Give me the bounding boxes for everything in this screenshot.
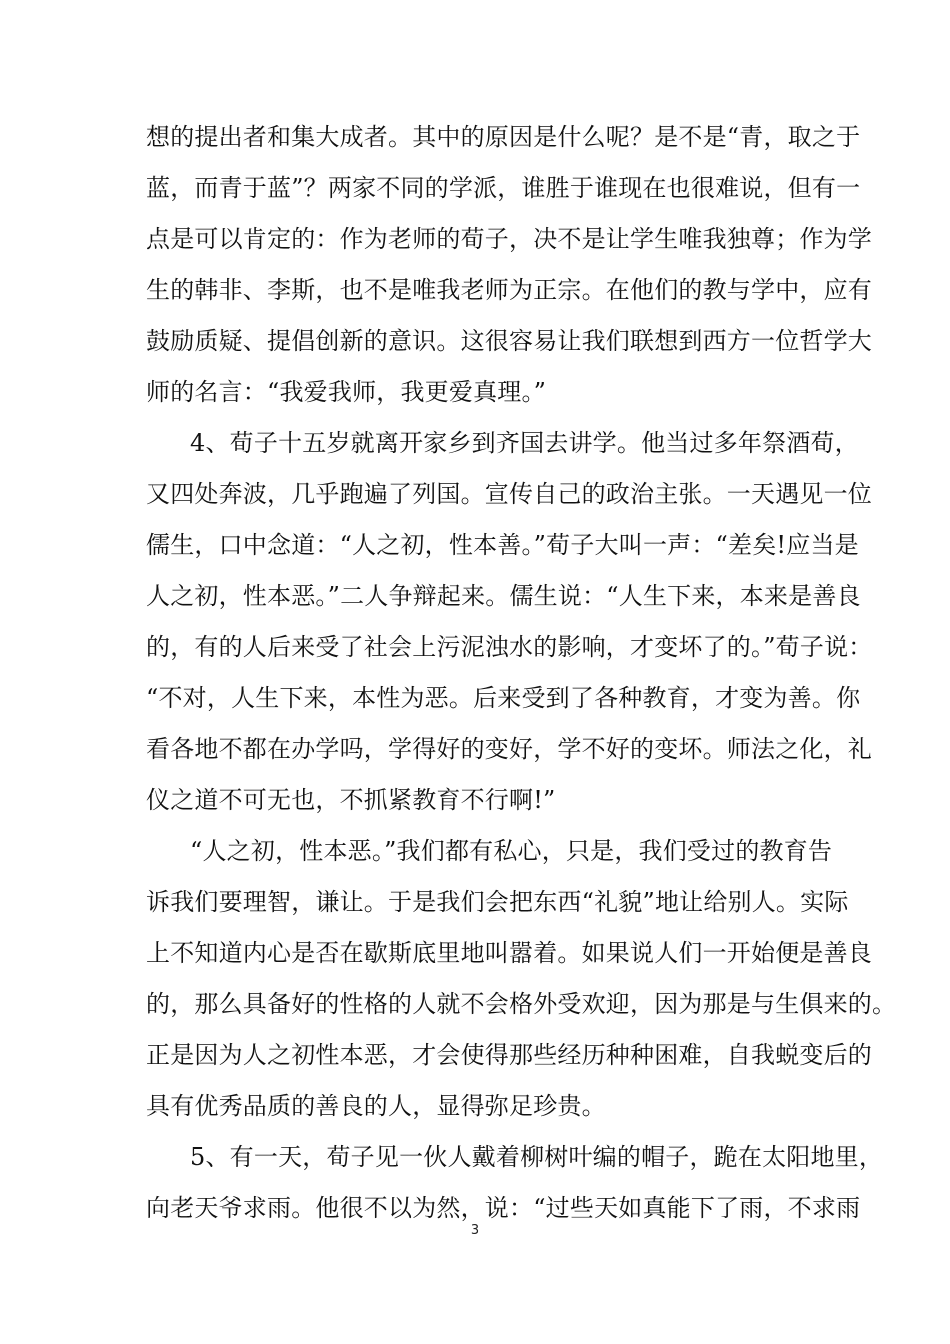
- body-text: [146, 112, 897, 1234]
- text-line: 鼓励质疑、提倡创新的意识。这很容易让我们联想到西方一位哲学大: [146, 327, 872, 355]
- text-line: 儒生，口中念道：“人之初，性本善。”荀子大叫一声：“差矣!应当是: [146, 531, 859, 559]
- text-line: 看各地不都在办学吗，学得好的变好，学不好的变坏。师法之化，礼: [146, 735, 872, 763]
- paragraph-start-line: 4、荀子十五岁就离开家乡到齐国去讲学。他当过多年祭酒荀，: [190, 429, 859, 457]
- text-line: 具有优秀品质的善良的人，显得弥足珍贵。: [146, 1092, 606, 1120]
- text-line: 又四处奔波，几乎跑遍了列国。宣传自己的政治主张。一天遇见一位: [146, 480, 872, 508]
- text-line: 正是因为人之初性本恶，才会使得那些经历种种困难，自我蜕变后的: [146, 1041, 872, 1069]
- text-line: “不对，人生下来，本性为恶。后来受到了各种教育，才变为善。你: [146, 684, 861, 712]
- text-line: 向老天爷求雨。他很不以为然，说：“过些天如真能下了雨，不求雨: [146, 1194, 861, 1222]
- text-line: 的，那么具备好的性格的人就不会格外受欢迎，因为那是与生俱来的。: [146, 990, 897, 1018]
- text-line: 蓝，而青于蓝”？两家不同的学派，谁胜于谁现在也很难说，但有一: [146, 174, 861, 202]
- text-line: 点是可以肯定的：作为老师的荀子，决不是让学生唯我独尊；作为学: [146, 225, 872, 253]
- paragraph-start-line: “人之初，性本恶。”我们都有私心，只是，我们受过的教育告: [190, 837, 833, 865]
- paragraph-start-line: 5、有一天，荀子见一伙人戴着柳树叶编的帽子，跪在太阳地里，: [190, 1143, 884, 1171]
- text-line: 生的韩非、李斯，也不是唯我老师为正宗。在他们的教与学中，应有: [146, 276, 872, 304]
- text-line: 人之初，性本恶。”二人争辩起来。儒生说：“人生下来，本来是善良: [146, 582, 861, 610]
- text-line: 想的提出者和集大成者。其中的原因是什么呢？是不是“青，取之于: [146, 123, 861, 151]
- text-line: 上不知道内心是否在歇斯底里地叫嚣着。如果说人们一开始便是善良: [146, 939, 872, 967]
- text-line: 诉我们要理智，谦让。于是我们会把东西“礼貌”地让给别人。实际: [146, 888, 849, 916]
- text-line: 师的名言：“我爱我师，我更爱真理。”: [146, 378, 547, 406]
- page-number: 3: [470, 1223, 480, 1238]
- text-line: 的，有的人后来受了社会上污泥浊水的影响，才变坏了的。”荀子说：: [146, 633, 873, 661]
- text-line: 仪之道不可无也，不抓紧教育不行啊!”: [146, 786, 556, 814]
